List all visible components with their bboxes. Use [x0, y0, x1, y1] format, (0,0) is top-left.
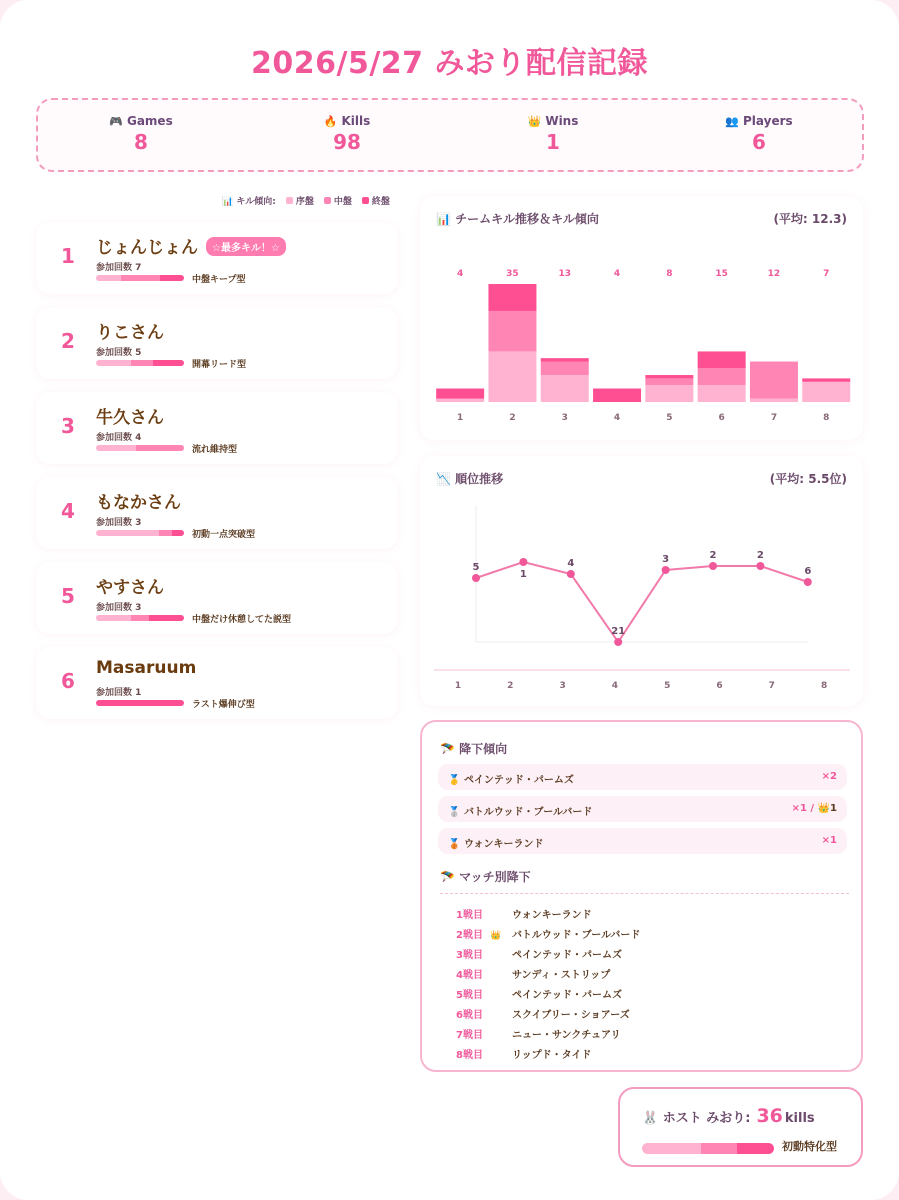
legend-item-mid: 中盤: [324, 194, 352, 207]
x-tick-label: 7: [768, 681, 775, 691]
late-segment: [160, 275, 184, 281]
data-label: 13: [558, 269, 572, 279]
player-name: 牛久さん: [96, 408, 164, 428]
bar-segment: [645, 378, 693, 385]
rank-point: [804, 578, 812, 586]
bar-segment: [750, 399, 798, 402]
late-segment: [172, 530, 184, 536]
player-tendency-bar: [96, 700, 184, 706]
drop-location-row: [438, 764, 847, 790]
kill-bar: [698, 351, 746, 402]
match-drop-title: マッチ別降下: [459, 870, 531, 884]
player-name: りこさん: [96, 323, 164, 343]
rabbit-icon: 🐰: [642, 1111, 659, 1126]
kill-chart-card: [420, 196, 863, 440]
data-label: 35: [506, 269, 519, 279]
player-card: [36, 392, 398, 464]
bar-segment: [698, 368, 746, 385]
data-label: 4: [457, 269, 464, 279]
fire-icon: 🔥: [323, 115, 338, 128]
bar-segment: [436, 399, 484, 402]
rank-line-chart: [420, 456, 863, 706]
rank-label: 3: [662, 554, 670, 565]
drop-count: ×1: [821, 835, 837, 846]
player-type: ラスト爆伸び型: [192, 700, 255, 710]
host-kills-unit: kills: [784, 1111, 815, 1126]
x-tick-label: 7: [770, 413, 778, 423]
bar-segment: [802, 378, 850, 381]
mid-segment: [136, 445, 184, 451]
match-row: 7戦目 ニュー・サンクチュアリ: [456, 1030, 621, 1041]
rank-chart-average: (平均: 5.5位): [769, 472, 847, 486]
player-name: もなかさん: [96, 493, 181, 513]
legend-item-early: 序盤: [286, 194, 314, 207]
stat-label: Wins: [545, 114, 579, 128]
rank-point: [519, 558, 527, 566]
early-segment: [96, 445, 136, 451]
rank-label: 6: [804, 566, 812, 577]
match-row: 5戦目 ペインテッド・パームズ: [456, 990, 622, 1001]
rank-point: [662, 566, 670, 574]
x-tick-label: 1: [454, 681, 462, 691]
bar-segment: [698, 385, 746, 402]
bar-segment: [488, 284, 536, 311]
player-card: [36, 562, 398, 634]
bar-segment: [541, 362, 589, 375]
page-title: 2026/5/27 みおり配信記録: [251, 46, 648, 81]
kill-bar: [436, 389, 484, 402]
gamepad-icon: 🎮: [109, 115, 123, 128]
host-tendency-bar: [642, 1143, 774, 1154]
rank-label: 1: [519, 569, 527, 580]
parachute-icon: 🪂: [440, 870, 455, 884]
bar-segment: [645, 375, 693, 378]
kill-bar: [488, 284, 536, 402]
top-killer-badge: ☆最多キル！☆: [206, 237, 286, 256]
x-tick-label: 2: [509, 413, 516, 423]
bar-segment: [488, 351, 536, 402]
player-tendency-bar: [96, 615, 184, 621]
x-tick-label: 4: [613, 413, 621, 423]
player-card: [36, 307, 398, 379]
host-type: 初動特化型: [782, 1140, 837, 1153]
drop-location-name: ウォンキーランド: [463, 839, 544, 850]
x-tick-label: 5: [664, 681, 671, 691]
early-segment: [96, 530, 159, 536]
player-rank: 1: [61, 244, 75, 268]
kill-bar: [645, 375, 693, 402]
player-tendency-bar: [96, 360, 184, 366]
chart-icon: 📊: [436, 212, 451, 226]
data-label: 12: [767, 269, 781, 279]
early-segment: [96, 275, 121, 281]
divider: [440, 893, 849, 894]
mid-segment: [121, 275, 161, 281]
parachute-icon: 🪂: [440, 742, 455, 756]
x-tick-label: 4: [611, 681, 619, 691]
early-segment: [96, 360, 131, 366]
bar-segment: [698, 351, 746, 368]
trend-down-icon: 📉: [436, 472, 451, 486]
mid-segment: [131, 615, 149, 621]
player-count: 参加回数 4: [96, 433, 142, 443]
player-type: 初動一点突破型: [192, 530, 256, 540]
stat-value: 8: [134, 130, 148, 154]
stat-label: Players: [743, 114, 793, 128]
bar-segment: [541, 375, 589, 402]
match-row: 8戦目 リップド・タイド: [456, 1050, 592, 1061]
player-rank: 6: [61, 669, 75, 693]
early-segment: [96, 615, 131, 621]
kill-chart-average: (平均: 12.3): [773, 212, 847, 226]
bar-segment: [436, 389, 484, 399]
rank-chart-card: [420, 456, 863, 706]
player-rank: 4: [61, 499, 75, 523]
late-segment: [153, 360, 184, 366]
host-label: ホスト みおり:: [662, 1111, 751, 1126]
player-count: 参加回数 5: [96, 348, 142, 358]
data-label: 8: [666, 269, 673, 279]
bronze-medal-icon: 🥉: [448, 839, 461, 850]
player-card: [36, 222, 398, 294]
player-name: やすさん: [96, 578, 164, 598]
player-tendency-bar: [96, 530, 184, 536]
kill-bar: [750, 362, 798, 402]
data-label: 4: [613, 269, 621, 279]
crown-icon: 👑: [490, 931, 502, 941]
player-rank: 2: [61, 329, 75, 353]
legend-item-late: 終盤: [362, 194, 390, 207]
x-tick-label: 3: [559, 681, 566, 691]
player-rank: 5: [61, 584, 75, 608]
player-count: 参加回数 7: [96, 263, 142, 273]
mid-segment: [159, 530, 171, 536]
data-label: 7: [823, 269, 830, 279]
player-rank: 3: [61, 414, 75, 438]
rank-point: [472, 574, 480, 582]
late-segment: [96, 700, 184, 706]
late-segment: [149, 615, 184, 621]
player-count: 参加回数 1: [96, 688, 142, 698]
player-name: じょんじょん: [96, 238, 198, 258]
stat-games: [38, 100, 244, 170]
player-tendency-bar: [96, 445, 184, 451]
mid-segment: [701, 1143, 737, 1154]
rank-label: 21: [611, 626, 626, 637]
rank-point: [709, 562, 717, 570]
gold-medal-icon: 🥇: [448, 775, 461, 786]
kill-bar: [802, 378, 850, 402]
rank-point: [567, 570, 575, 578]
kill-bar: [541, 358, 589, 402]
player-type: 開幕リード型: [192, 360, 247, 370]
bar-segment: [750, 362, 798, 399]
rank-label: 5: [472, 562, 480, 573]
stat-players: [656, 100, 862, 170]
player-count: 参加回数 3: [96, 603, 142, 613]
match-row: 2戦目 👑 バトルウッド・ブールバード: [456, 930, 641, 941]
early-segment: [642, 1143, 701, 1154]
chart-icon: 📊: [222, 197, 234, 207]
host-card: [618, 1087, 863, 1167]
kill-bar-chart: [420, 196, 863, 440]
rank-chart-title: 順位推移: [455, 472, 504, 486]
data-label: 15: [715, 269, 728, 279]
match-row: 6戦目 スクイブリー・ショアーズ: [456, 1010, 630, 1021]
x-tick-label: 6: [718, 413, 725, 423]
drop-count: ×2: [821, 771, 837, 782]
legend-label: キル傾向:: [236, 197, 276, 207]
stat-value: 98: [333, 130, 361, 154]
player-count: 参加回数 3: [96, 518, 142, 528]
drop-location-row: [438, 796, 847, 822]
kill-tendency-legend: [222, 194, 390, 207]
player-type: 中盤キープ型: [192, 275, 246, 285]
stats-panel: [36, 98, 864, 172]
match-row: 4戦目 サンディ・ストリップ: [456, 970, 611, 981]
players-icon: 👥: [725, 115, 740, 128]
player-card: [36, 647, 398, 719]
rank-point: [756, 562, 764, 570]
stat-wins: [450, 100, 656, 170]
rank-label: 2: [709, 550, 717, 561]
player-type: 中盤だけ休憩してた説型: [192, 615, 292, 625]
player-card: [36, 477, 398, 549]
x-tick-label: 8: [823, 413, 830, 423]
rank-label: 2: [756, 550, 764, 561]
bar-segment: [488, 311, 536, 351]
x-tick-label: 5: [666, 413, 673, 423]
player-type: 流れ維持型: [192, 445, 238, 455]
stat-value: 6: [752, 130, 766, 154]
stat-value: 1: [546, 130, 560, 154]
player-name: Masaruum: [96, 658, 197, 678]
bar-segment: [541, 358, 589, 361]
drop-location-name: バトルウッド・ブールバード: [463, 807, 593, 818]
bar-segment: [802, 382, 850, 402]
kill-bar: [593, 389, 641, 402]
x-tick-label: 1: [457, 413, 464, 423]
drop-tendency-card: [420, 720, 863, 1072]
mid-segment: [131, 360, 153, 366]
drop-location-row: [438, 828, 847, 854]
x-tick-label: 2: [507, 681, 514, 691]
stat-label: Kills: [341, 114, 371, 128]
bar-segment: [645, 385, 693, 402]
rank-point: [614, 638, 622, 646]
silver-medal-icon: 🥈: [448, 807, 461, 818]
host-kills: 36: [756, 1105, 783, 1127]
bar-segment: [593, 389, 641, 402]
win-count: 👑1: [817, 803, 837, 814]
match-row: 3戦目 ペインテッド・パームズ: [456, 950, 622, 961]
player-tendency-bar: [96, 275, 184, 281]
kill-chart-title: チームキル推移＆キル傾向: [455, 212, 599, 226]
x-tick-label: 8: [820, 681, 828, 691]
x-tick-label: 6: [716, 681, 723, 691]
rank-label: 4: [567, 558, 575, 569]
drop-title: 降下傾向: [459, 742, 508, 756]
stat-kills: [244, 100, 450, 170]
drop-count: ×1 /: [791, 803, 815, 814]
stat-label: Games: [126, 114, 173, 128]
late-segment: [737, 1143, 774, 1154]
match-row: 1戦目 ウォンキーランド: [456, 910, 592, 921]
x-tick-label: 3: [561, 413, 568, 423]
crown-icon: 👑: [527, 115, 542, 128]
drop-location-name: ペインテッド・パームズ: [463, 775, 574, 786]
